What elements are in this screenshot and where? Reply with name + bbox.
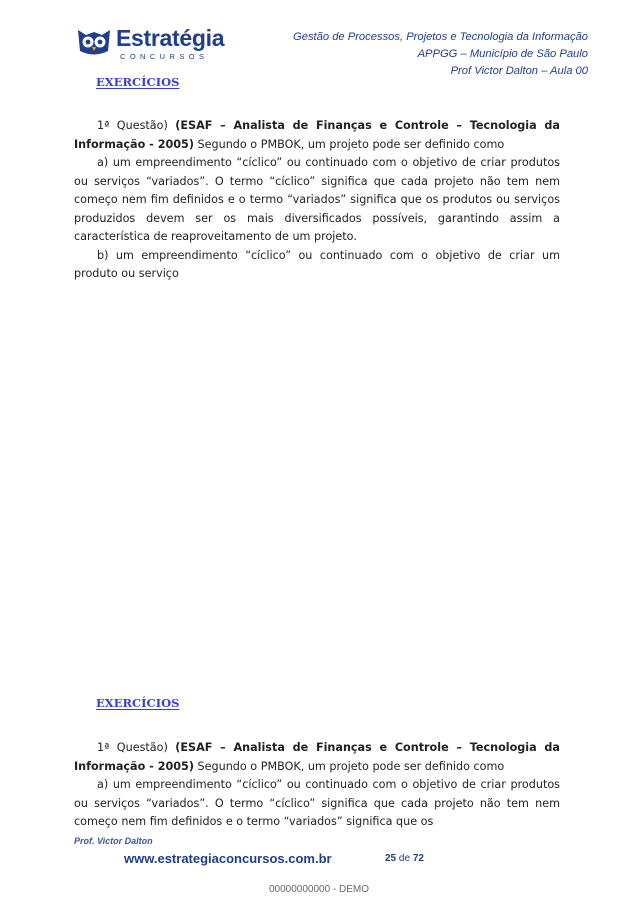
question-number: 1ª Questão) — [97, 741, 176, 754]
logo-subtitle: CONCURSOS — [120, 52, 209, 61]
question-statement — [74, 739, 560, 776]
header-exam: APPGG – Município de São Paulo — [417, 48, 588, 60]
question-block — [74, 117, 560, 284]
demo-watermark: 00000000000 - DEMO — [268, 884, 370, 895]
question-text: Segundo o PMBOK, um projeto pode ser definido como — [193, 759, 505, 773]
footer-url-link[interactable]: www.estrategiaconcursos.com.br — [124, 851, 332, 866]
logo-wordmark: Estratégia — [116, 25, 225, 51]
estrategia-logo — [76, 24, 226, 64]
option-b: b) um empreendimento “cíclico” ou continuado com o objetivo de criar um produto ou serviço — [74, 248, 560, 280]
question-statement — [74, 117, 560, 154]
question-source: (ESAF – Analista de Finanças e Controle – Tecnologia da Informação - 2005) — [74, 741, 560, 773]
header-course: Gestão de Processos, Projetos e Tecnologia da Informação — [293, 31, 588, 43]
question-number: 1ª Questão) — [97, 119, 176, 132]
option-a: a) um empreendimento “cíclico” ou continuado com o objetivo de criar produtos ou serviços “variados”. O termo “cíclico” significa que cada projeto não tem nem começo nem fim definidos e o termo “variados” significa que os produtos ou serviços produzidos devem ser os mais diversificados possíveis, garantindo assim a característica de reaproveitamento de um projeto. — [74, 156, 560, 243]
option-a: a) um empreendimento “cíclico” ou continuado com o objetivo de criar produtos ou serviços “variados”. O termo “cíclico” significa que cada projeto não tem nem começo nem fim definidos e o termo “variados” significa que os — [74, 778, 560, 828]
question-block — [74, 739, 560, 832]
question-source: (ESAF – Analista de Finanças e Controle – Tecnologia da Informação - 2005) — [74, 119, 560, 151]
page-number — [385, 853, 424, 864]
page-total: 72 — [412, 853, 424, 864]
page-header — [293, 29, 588, 80]
footer-author: Prof. Victor Dalton — [74, 836, 153, 846]
page-current: 25 — [385, 853, 397, 864]
page-separator: de — [396, 853, 413, 864]
owl-logo-icon — [76, 27, 112, 57]
section-title: EXERCÍCIOS — [96, 696, 180, 710]
header-professor: Prof Victor Dalton – Aula 00 — [450, 65, 588, 77]
question-text: Segundo o PMBOK, um projeto pode ser definido como — [193, 137, 505, 151]
section-title: EXERCÍCIOS — [96, 75, 180, 89]
